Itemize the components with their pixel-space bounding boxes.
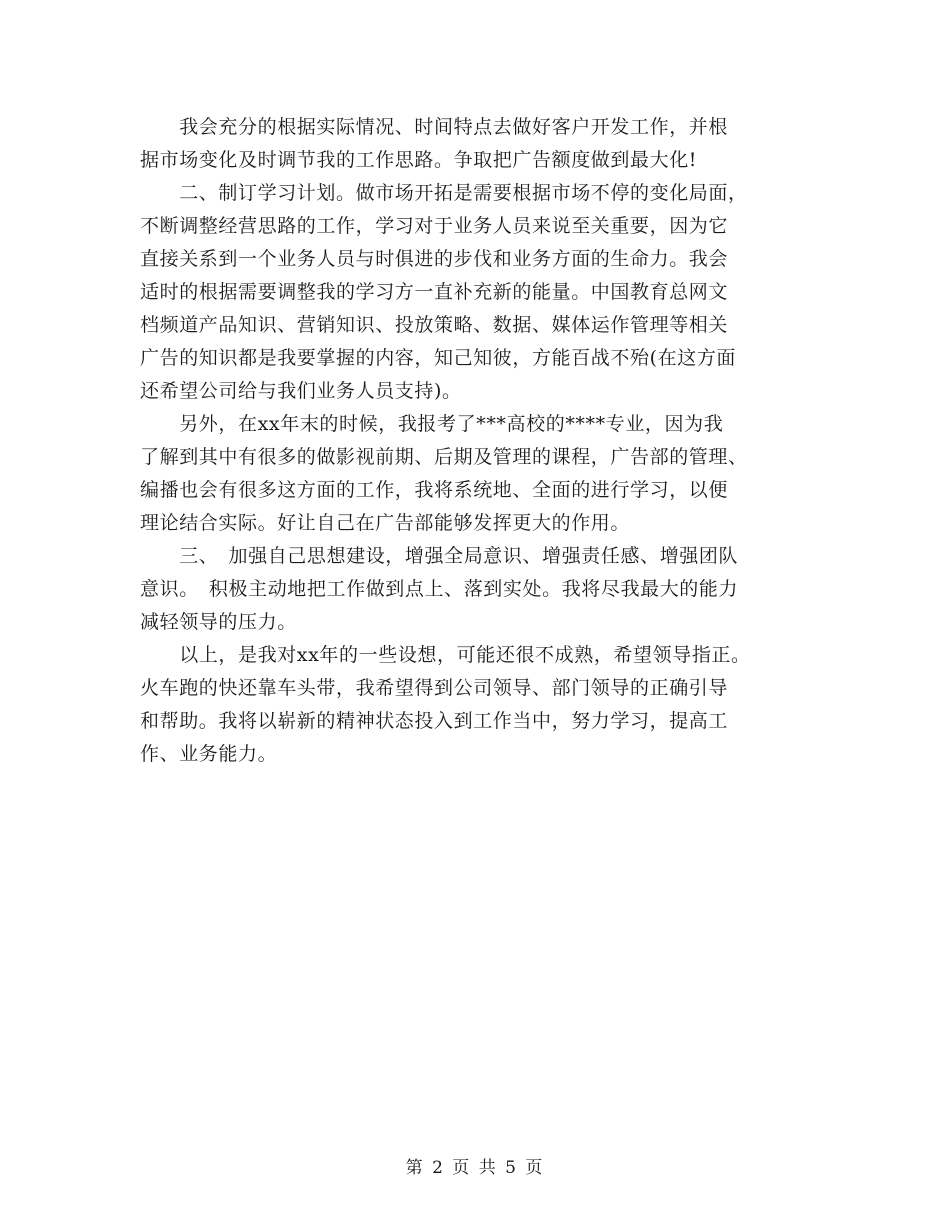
text-line: 火车跑的快还靠车头带，我希望得到公司领导、部门领导的正确引导 <box>140 677 729 699</box>
text-line: 档频道产品知识、营销知识、投放策略、数据、媒体运作管理等相关 <box>140 314 729 336</box>
text-line: 作、业务能力。 <box>140 743 278 765</box>
text-line: 编播也会有很多这方面的工作，我将系统地、全面的进行学习，以便 <box>140 479 729 501</box>
page-number-footer: 第 2 页 共 5 页 <box>405 1158 545 1178</box>
text-line: 二、制订学习计划。做市场开拓是需要根据市场不停的变化局面， <box>140 182 748 204</box>
document-body <box>140 111 820 771</box>
text-line: 还希望公司给与我们业务人员支持)。 <box>140 380 462 402</box>
text-line: 直接关系到一个业务人员与时俱进的步伐和业务方面的生命力。我会 <box>140 248 729 270</box>
text-line: 据市场变化及时调节我的工作思路。争取把广告额度做到最大化! <box>140 149 698 171</box>
text-line: 三、 加强自己思想建设，增强全局意识、增强责任感、增强团队 <box>140 545 739 567</box>
text-line: 了解到其中有很多的做影视前期、后期及管理的课程，广告部的管理、 <box>140 446 748 468</box>
text-line: 和帮助。我将以崭新的精神状态投入到工作当中，努力学习，提高工 <box>140 710 729 732</box>
text-line: 我会充分的根据实际情况、时间特点去做好客户开发工作，并根 <box>140 116 729 138</box>
text-line: 另外，在xx年末的时候，我报考了***高校的****专业，因为我 <box>140 413 724 435</box>
text-line: 减轻领导的压力。 <box>140 611 297 633</box>
text-line: 广告的知识都是我要掌握的内容，知己知彼，方能百战不殆(在这方面 <box>140 347 737 369</box>
text-line: 理论结合实际。好让自己在广告部能够发挥更大的作用。 <box>140 512 631 534</box>
text-line: 适时的根据需要调整我的学习方一直补充新的能量。中国教育总网文 <box>140 281 729 303</box>
text-line: 不断调整经营思路的工作，学习对于业务人员来说至关重要，因为它 <box>140 215 729 237</box>
text-line: 意识。 积极主动地把工作做到点上、落到实处。我将尽我最大的能力 <box>140 578 739 600</box>
text-line: 以上，是我对xx年的一些设想，可能还很不成熟，希望领导指正。 <box>140 644 751 666</box>
